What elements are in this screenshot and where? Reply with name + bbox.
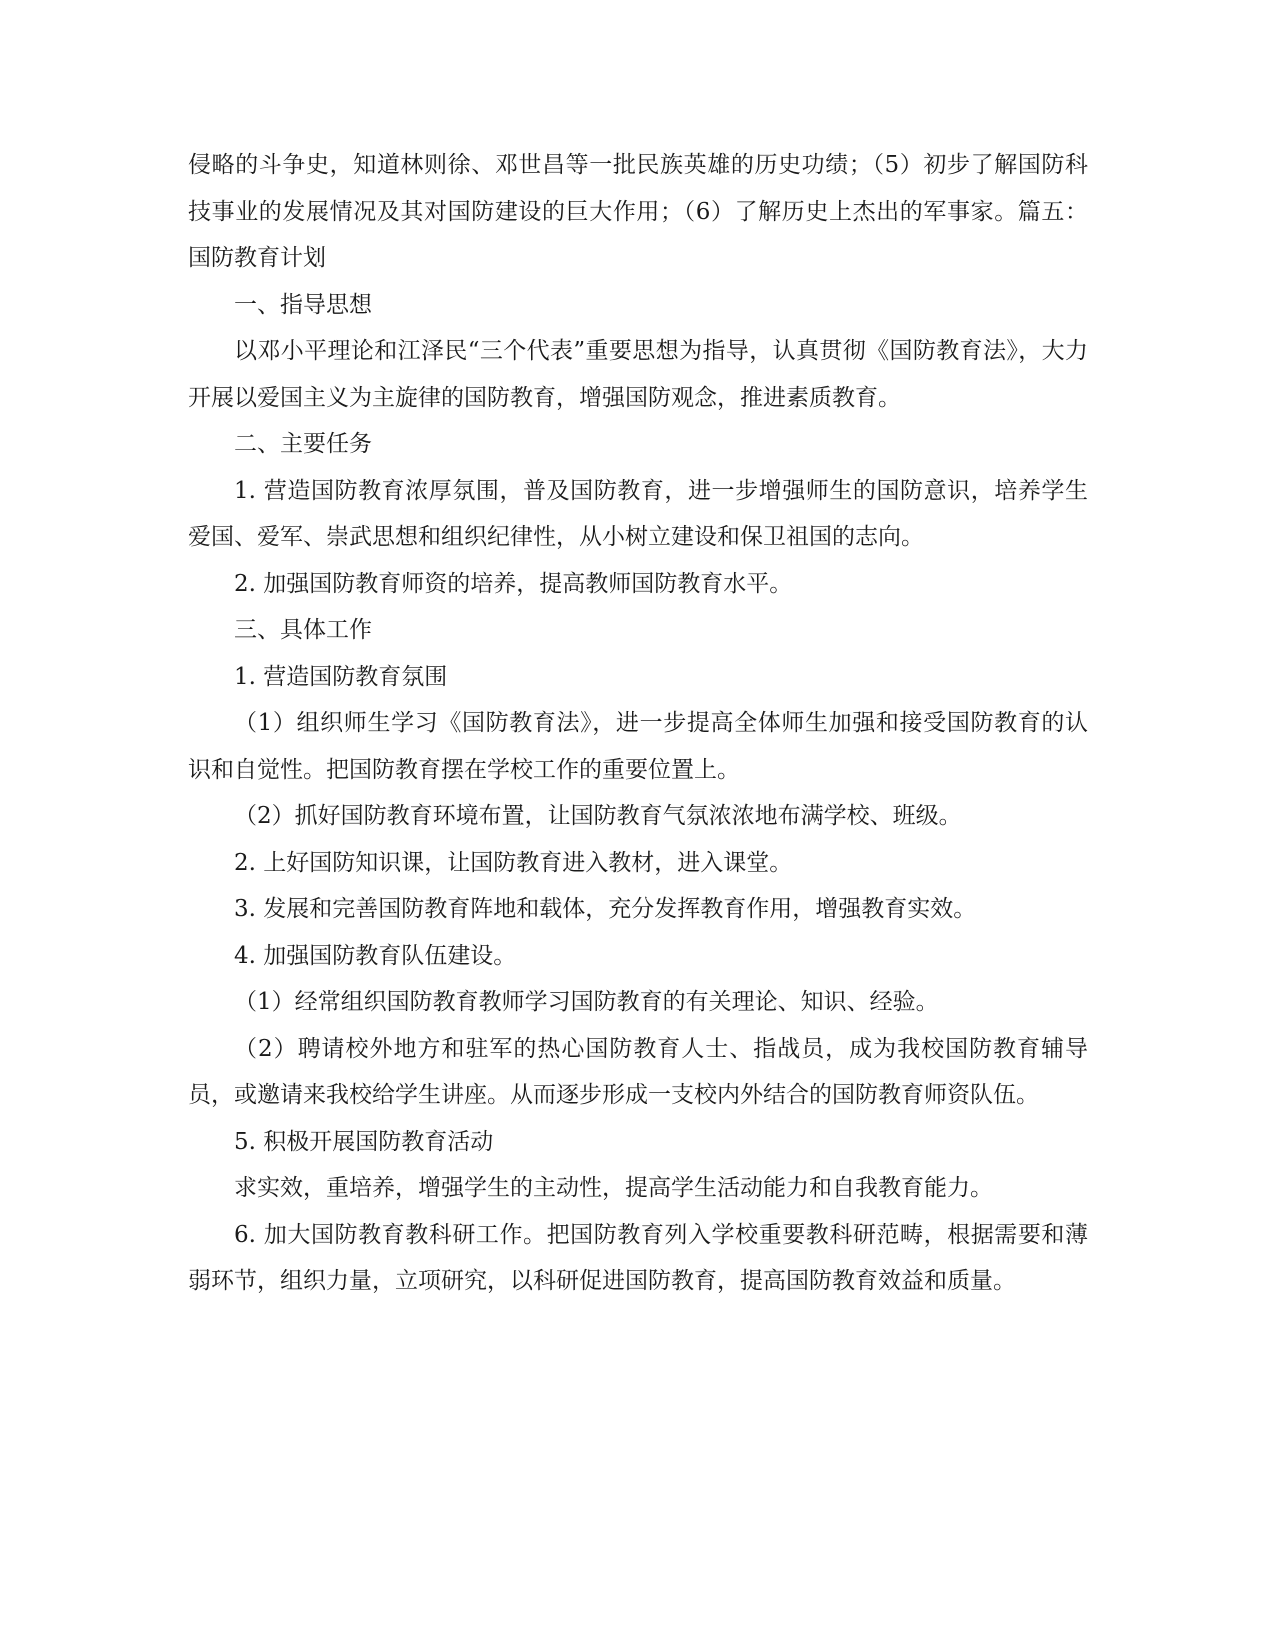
- paragraph-guiding-ideology: 以邓小平理论和江泽民“三个代表”重要思想为指导，认真贯彻《国防教育法》，大力开展以爱国主义为主旋律的国防教育，增强国防观念，推进素质教育。: [188, 338, 1088, 411]
- work-subitem-4-2: （2）聘请校外地方和驻军的热心国防教育人士、指战员，成为我校国防教育辅导员，或邀请来我校给学生讲座。从而逐步形成一支校内外结合的国防教育师资队伍。: [188, 1035, 1088, 1108]
- section-heading-specific-work: 三、具体工作: [234, 617, 372, 643]
- task-item-1: 1. 营造国防教育浓厚氛围，普及国防教育，进一步增强师生的国防意识，培养学生爱国、爱军、崇武思想和组织纪律性，从小树立建设和保卫祖国的志向。: [188, 477, 1088, 550]
- work-item-5: 5. 积极开展国防教育活动: [234, 1128, 494, 1155]
- section-heading-guiding-ideology: 一、指导思想: [234, 291, 372, 318]
- work-subitem-4-1: （1）经常组织国防教育教师学习国防教育的有关理论、知识、经验。: [234, 989, 939, 1015]
- work-subitem-1-1: （1）组织师生学习《国防教育法》，进一步提高全体师生加强和接受国防教育的认识和自觉性。把国防教育摆在学校工作的重要位置上。: [188, 710, 1088, 783]
- work-item-6: 6. 加大国防教育教科研工作。把国防教育列入学校重要教科研范畴，根据需要和薄弱环节，组织力量，立项研究，以科研促进国防教育，提高国防教育效益和质量。: [188, 1221, 1088, 1294]
- task-item-2: 2. 加强国防教育师资的培养，提高教师国防教育水平。: [234, 570, 793, 597]
- body-text: [188, 142, 1088, 1305]
- work-item-5-detail: 求实效，重培养，增强学生的主动性，提高学生活动能力和自我教育能力。: [234, 1175, 993, 1201]
- work-item-4: 4. 加强国防教育队伍建设。: [234, 942, 517, 969]
- work-subitem-1-2: （2）抓好国防教育环境布置，让国防教育气氛浓浓地布满学校、班级。: [234, 803, 962, 829]
- work-item-3: 3. 发展和完善国防教育阵地和载体，充分发挥教育作用，增强教育实效。: [234, 896, 977, 922]
- work-item-1: 1. 营造国防教育氛围: [234, 663, 448, 690]
- paragraph-continuation: 侵略的斗争史，知道林则徐、邓世昌等一批民族英雄的历史功绩；（5）初步了解国防科技事业的发展情况及其对国防建设的巨大作用；（6）了解历史上杰出的军事家。篇五：国防教育计划: [188, 152, 1088, 271]
- work-item-2: 2. 上好国防知识课，让国防教育进入教材，进入课堂。: [234, 849, 793, 876]
- section-heading-main-tasks: 二、主要任务: [234, 431, 372, 457]
